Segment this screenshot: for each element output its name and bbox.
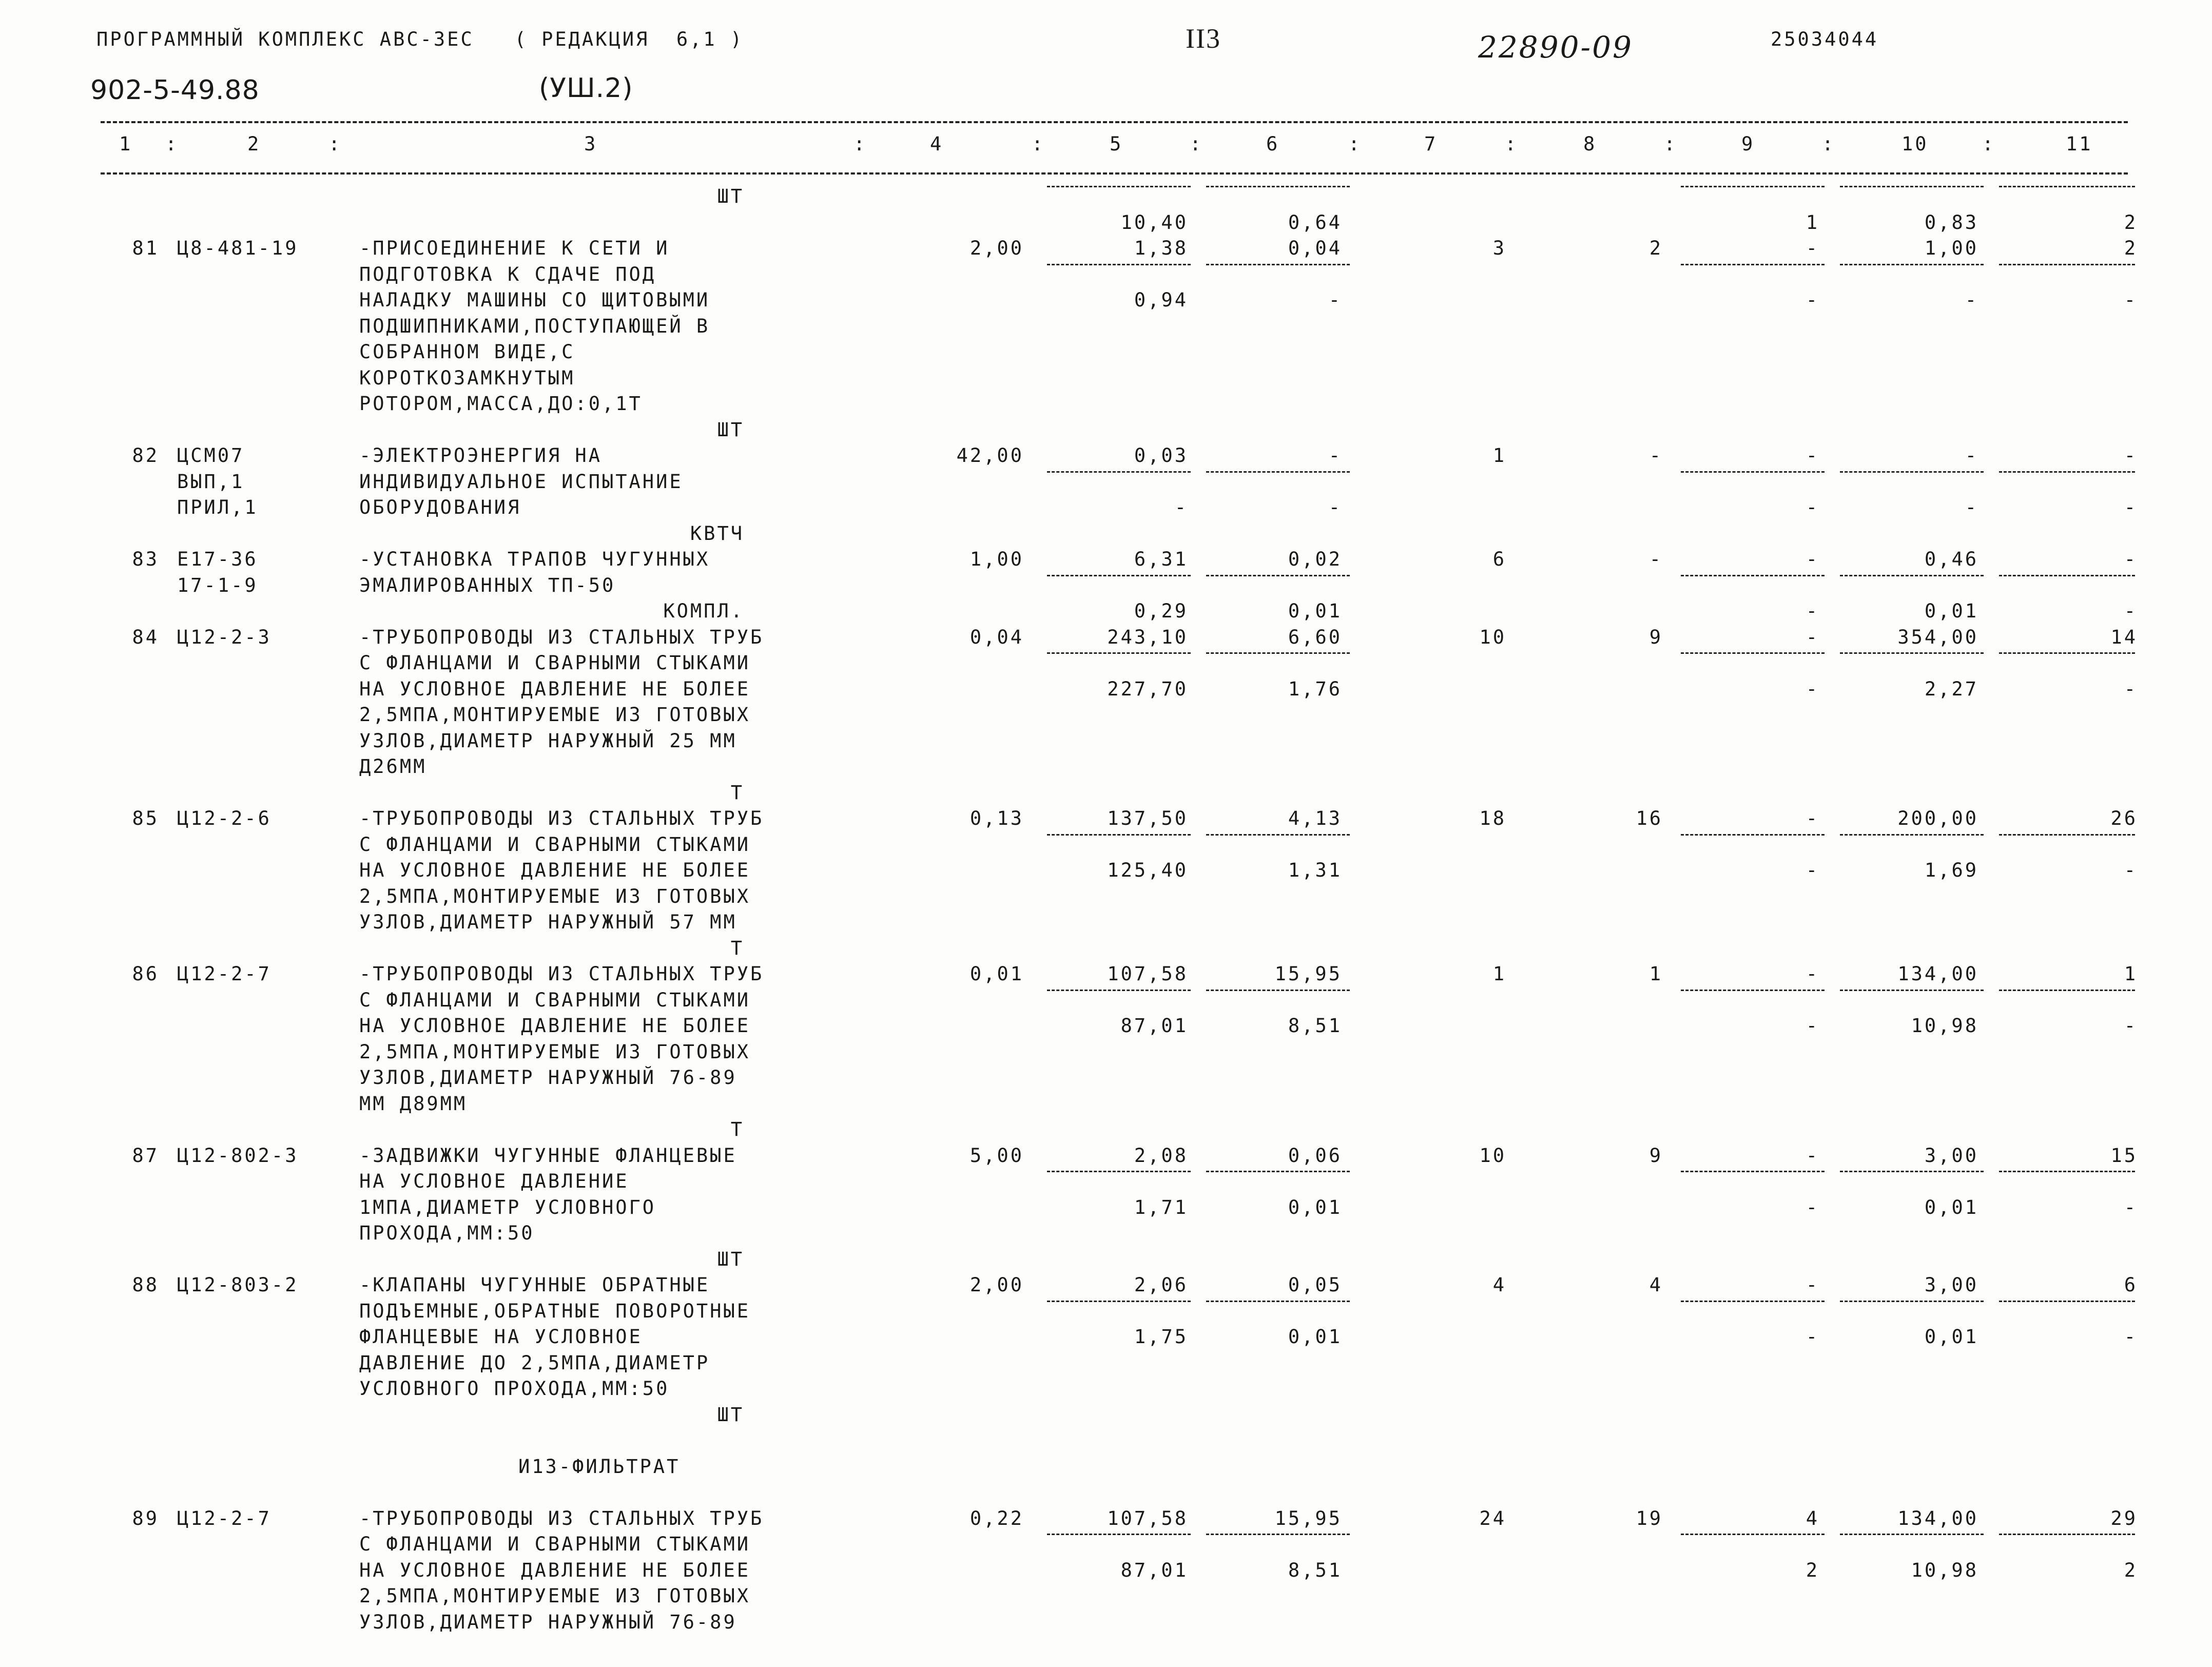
work-description: УЗЛОВ,ДИАМЕТР НАРУЖНЫЙ 76-89 bbox=[359, 1067, 737, 1089]
column-divider: : bbox=[1190, 133, 1204, 155]
unit-label: КОМПЛ. bbox=[663, 600, 744, 622]
work-description: КОРОТКОЗАМКНУТЫМ bbox=[359, 366, 575, 389]
cell-col-10: - bbox=[1965, 496, 1978, 518]
work-description: ФЛАНЦЕВЫЕ НА УСЛОВНОЕ bbox=[359, 1326, 643, 1348]
cell-col-4: 0,04 bbox=[969, 626, 1024, 648]
fraction-rule bbox=[1047, 264, 1191, 265]
cell-col-9: - bbox=[1806, 548, 1819, 570]
fraction-rule bbox=[1840, 990, 1984, 991]
cell-col-4: 2,00 bbox=[969, 1274, 1024, 1296]
cell-col-9: - bbox=[1806, 444, 1819, 467]
work-description: -ТРУБОПРОВОДЫ ИЗ СТАЛЬНЫХ ТРУБ bbox=[359, 1507, 764, 1529]
cell-col-9: 2 bbox=[1806, 1559, 1819, 1581]
cell-col-11: - bbox=[2124, 677, 2138, 700]
cell-col-10: 354,00 bbox=[1897, 626, 1978, 648]
work-description: ПОДЪЕМНЫЕ,ОБРАТНЫЕ ПОВОРОТНЫЕ bbox=[359, 1300, 751, 1322]
cell-col-10: 10,98 bbox=[1911, 1559, 1978, 1581]
header-bottom-rule bbox=[101, 172, 2128, 175]
cell-col-10: 134,00 bbox=[1897, 963, 1978, 985]
column-number-6: 6 bbox=[1266, 133, 1280, 155]
cell-col-11: 26 bbox=[2110, 807, 2138, 829]
item-number: 84 bbox=[132, 626, 159, 648]
item-number: 86 bbox=[132, 963, 159, 985]
fraction-rule bbox=[1206, 264, 1350, 265]
cell-col-5: 0,29 bbox=[1134, 600, 1188, 622]
unit-label: Т bbox=[730, 781, 744, 804]
fraction-rule bbox=[1999, 575, 2135, 576]
cell-col-11: - bbox=[2124, 859, 2138, 881]
cell-col-9: - bbox=[1806, 626, 1819, 648]
work-description: ИНДИВИДУАЛЬНОЕ ИСПЫТАНИЕ bbox=[359, 470, 683, 493]
cell-col-6: - bbox=[1328, 444, 1342, 467]
cell-col-6: 1,31 bbox=[1288, 859, 1342, 881]
fraction-rule bbox=[1999, 834, 2135, 836]
cell-col-11: 15 bbox=[2110, 1144, 2138, 1167]
fraction-rule bbox=[1999, 264, 2135, 265]
column-number-4: 4 bbox=[930, 133, 944, 155]
fraction-rule bbox=[1999, 186, 2135, 187]
work-description: НАЛАДКУ МАШИНЫ СО ЩИТОВЫМИ bbox=[359, 289, 710, 311]
rate-code: ВЫП,1 bbox=[177, 470, 245, 493]
cell-col-5: 6,31 bbox=[1134, 548, 1188, 570]
work-description: -ЭЛЕКТРОЭНЕРГИЯ НА bbox=[359, 444, 602, 467]
cell-col-7: 1 bbox=[1492, 444, 1506, 467]
work-description: УЗЛОВ,ДИАМЕТР НАРУЖНЫЙ 76-89 bbox=[359, 1611, 737, 1633]
fraction-rule bbox=[1206, 186, 1350, 187]
work-description: НА УСЛОВНОЕ ДАВЛЕНИЕ НЕ БОЛЕЕ bbox=[359, 1559, 751, 1581]
fraction-rule bbox=[1840, 1534, 1984, 1535]
cell-col-7: 3 bbox=[1492, 237, 1506, 259]
cell-col-11: 29 bbox=[2110, 1507, 2138, 1529]
section-code: (УШ.2) bbox=[539, 73, 633, 104]
fraction-rule bbox=[1681, 264, 1825, 265]
work-description: -ТРУБОПРОВОДЫ ИЗ СТАЛЬНЫХ ТРУБ bbox=[359, 807, 764, 829]
fraction-rule bbox=[1681, 471, 1825, 473]
fraction-rule bbox=[1047, 1301, 1191, 1302]
fraction-rule bbox=[1047, 1534, 1191, 1535]
cell-col-6: 15,95 bbox=[1274, 1507, 1342, 1529]
rate-code: ПРИЛ,1 bbox=[177, 496, 258, 518]
cell-col-4: 2,00 bbox=[969, 237, 1024, 259]
cell-col-10: 200,00 bbox=[1897, 807, 1978, 829]
column-number-10: 10 bbox=[1901, 133, 1929, 155]
cell-col-4: 1,00 bbox=[969, 548, 1024, 570]
cell-col-8: 16 bbox=[1636, 807, 1663, 829]
column-divider: : bbox=[1664, 133, 1678, 155]
cell-col-8: - bbox=[1649, 548, 1663, 570]
rate-code: 17-1-9 bbox=[177, 574, 258, 596]
work-description: ОБОРУДОВАНИЯ bbox=[359, 496, 521, 518]
cell-col-9: - bbox=[1806, 237, 1819, 259]
column-number-11: 11 bbox=[2066, 133, 2093, 155]
rate-code: ЦСМ07 bbox=[177, 444, 245, 467]
unit-label: ШТ bbox=[717, 418, 744, 441]
cell-col-9: - bbox=[1806, 677, 1819, 700]
cell-col-5: 87,01 bbox=[1120, 1015, 1188, 1037]
cell-col-7: 1 bbox=[1492, 963, 1506, 985]
rate-code: Е17-36 bbox=[177, 548, 258, 570]
fraction-rule bbox=[1681, 1534, 1825, 1535]
fraction-rule bbox=[1047, 990, 1191, 991]
column-divider: : bbox=[1348, 133, 1362, 155]
cell-col-6: 6,60 bbox=[1288, 626, 1342, 648]
item-number: 83 bbox=[132, 548, 159, 570]
unit-label: ШТ bbox=[717, 185, 744, 207]
work-description: 1МПА,ДИАМЕТР УСЛОВНОГО bbox=[359, 1196, 656, 1218]
unit-label: ШТ bbox=[717, 1403, 744, 1426]
cell-col-11: 14 bbox=[2110, 626, 2138, 648]
cell-col-7: 24 bbox=[1479, 1507, 1506, 1529]
column-divider: : bbox=[1822, 133, 1836, 155]
rate-code: Ц12-803-2 bbox=[177, 1274, 299, 1296]
fraction-rule bbox=[1840, 575, 1984, 576]
cell-col-11: - bbox=[2124, 1326, 2138, 1348]
item-number: 87 bbox=[132, 1144, 159, 1167]
work-description: С ФЛАНЦАМИ И СВАРНЫМИ СТЫКАМИ bbox=[359, 1533, 751, 1555]
cell-col-9: - bbox=[1806, 1196, 1819, 1218]
cell-col-9: - bbox=[1806, 1144, 1819, 1167]
cell-col-10: 0,46 bbox=[1924, 548, 1978, 570]
cell-col-5: - bbox=[1174, 496, 1188, 518]
cell-col-5: 137,50 bbox=[1107, 807, 1188, 829]
cell-col-5: 1,38 bbox=[1134, 237, 1188, 259]
cell-col-9: - bbox=[1806, 1274, 1819, 1296]
cell-col-6: - bbox=[1328, 289, 1342, 311]
cell-col-11: - bbox=[2124, 1196, 2138, 1218]
cell-col-9: - bbox=[1806, 289, 1819, 311]
cell-col-4: 42,00 bbox=[956, 444, 1024, 467]
page-number: II3 bbox=[1186, 23, 1221, 54]
column-divider: : bbox=[1032, 133, 1045, 155]
cell-col-6: 4,13 bbox=[1288, 807, 1342, 829]
fraction-rule bbox=[1047, 186, 1191, 187]
rate-code: Ц12-2-7 bbox=[177, 963, 271, 985]
rate-code: Ц12-2-7 bbox=[177, 1507, 271, 1529]
cell-col-10: 3,00 bbox=[1924, 1274, 1978, 1296]
fraction-rule bbox=[1840, 471, 1984, 473]
section-heading: И13-ФИЛЬТРАТ bbox=[518, 1455, 681, 1478]
cell-col-11: - bbox=[2124, 1015, 2138, 1037]
cell-col-7: 18 bbox=[1479, 807, 1506, 829]
fraction-rule bbox=[1999, 1534, 2135, 1535]
work-description: УЗЛОВ,ДИАМЕТР НАРУЖНЫЙ 25 ММ bbox=[359, 729, 737, 752]
rate-code: Ц12-802-3 bbox=[177, 1144, 299, 1167]
column-divider: : bbox=[165, 133, 179, 155]
cell-col-7: 10 bbox=[1479, 626, 1506, 648]
fraction-rule bbox=[1840, 652, 1984, 654]
cell-col-6: 8,51 bbox=[1288, 1559, 1342, 1581]
cell-col-11: 2 bbox=[2124, 237, 2138, 259]
column-number-1: 1 bbox=[119, 133, 133, 155]
cell-col-8: 1 bbox=[1649, 963, 1663, 985]
cell-col-11: 2 bbox=[2124, 1559, 2138, 1581]
fraction-rule bbox=[1206, 834, 1350, 836]
cell-col-5: 2,08 bbox=[1134, 1144, 1188, 1167]
work-description: -ПРИСОЕДИНЕНИЕ К СЕТИ И bbox=[359, 237, 670, 259]
work-description: НА УСЛОВНОЕ ДАВЛЕНИЕ НЕ БОЛЕЕ bbox=[359, 677, 751, 700]
fraction-rule bbox=[1206, 471, 1350, 473]
item-number: 82 bbox=[132, 444, 159, 467]
cell-col-10: 1,00 bbox=[1924, 237, 1978, 259]
cell-col-7: 4 bbox=[1492, 1274, 1506, 1296]
handwritten-number: 22890-09 bbox=[1478, 30, 1633, 65]
column-number-7: 7 bbox=[1424, 133, 1438, 155]
cell-col-9: - bbox=[1806, 859, 1819, 881]
cell-col-4: 0,13 bbox=[969, 807, 1024, 829]
column-number-8: 8 bbox=[1583, 133, 1597, 155]
cell-col-5: 0,03 bbox=[1134, 444, 1188, 467]
column-divider: : bbox=[328, 133, 342, 155]
column-divider: : bbox=[853, 133, 867, 155]
cell-col-5: 125,40 bbox=[1107, 859, 1188, 881]
item-number: 89 bbox=[132, 1507, 159, 1529]
cell-col-5: 227,70 bbox=[1107, 677, 1188, 700]
cell-col-9: - bbox=[1806, 807, 1819, 829]
work-description: НА УСЛОВНОЕ ДАВЛЕНИЕ НЕ БОЛЕЕ bbox=[359, 1015, 751, 1037]
cell-col-5: 0,94 bbox=[1134, 289, 1188, 311]
fraction-rule bbox=[1047, 652, 1191, 654]
cell-col-8: 9 bbox=[1649, 1144, 1663, 1167]
fraction-rule bbox=[1047, 575, 1191, 576]
cell-col-8: 9 bbox=[1649, 626, 1663, 648]
fraction-rule bbox=[1840, 264, 1984, 265]
cell-col-6: - bbox=[1328, 496, 1342, 518]
cell-col-6: 0,01 bbox=[1288, 1326, 1342, 1348]
unit-label: Т bbox=[730, 1118, 744, 1140]
work-description: -ЗАДВИЖКИ ЧУГУННЫЕ ФЛАНЦЕВЫЕ bbox=[359, 1144, 737, 1167]
column-number-5: 5 bbox=[1110, 133, 1123, 155]
cell-col-4: 5,00 bbox=[969, 1144, 1024, 1167]
cell-col-6: 15,95 bbox=[1274, 963, 1342, 985]
fraction-rule bbox=[1999, 1301, 2135, 1302]
work-description: 2,5МПА,МОНТИРУЕМЫЕ ИЗ ГОТОВЫХ bbox=[359, 1585, 751, 1607]
doc-code: 25034044 bbox=[1771, 28, 1879, 50]
fraction-rule bbox=[1206, 1171, 1350, 1172]
unit-label: КВТЧ bbox=[690, 522, 744, 545]
work-description: -ТРУБОПРОВОДЫ ИЗ СТАЛЬНЫХ ТРУБ bbox=[359, 626, 764, 648]
fraction-rule bbox=[1206, 990, 1350, 991]
cell-col-7: 10 bbox=[1479, 1144, 1506, 1167]
cell-col-6: 8,51 bbox=[1288, 1015, 1342, 1037]
fraction-rule bbox=[1681, 186, 1825, 187]
cell-col-5: 107,58 bbox=[1107, 963, 1188, 985]
cell-col-5: 2,06 bbox=[1134, 1274, 1188, 1296]
cell-col-11: - bbox=[2124, 289, 2138, 311]
fraction-rule bbox=[1999, 652, 2135, 654]
work-description: ПРОХОДА,ММ:50 bbox=[359, 1222, 535, 1244]
work-description: НА УСЛОВНОЕ ДАВЛЕНИЕ НЕ БОЛЕЕ bbox=[359, 859, 751, 881]
cell-col-9: 1 bbox=[1806, 211, 1819, 234]
fraction-rule bbox=[1047, 834, 1191, 836]
work-description: ЭМАЛИРОВАННЫХ ТП-50 bbox=[359, 574, 616, 596]
cell-col-5: 10,40 bbox=[1120, 211, 1188, 234]
column-divider: : bbox=[1982, 133, 1996, 155]
work-description: СОБРАННОМ ВИДЕ,С bbox=[359, 341, 575, 363]
work-description: РОТОРОМ,МАССА,ДО:0,1Т bbox=[359, 393, 643, 415]
cell-col-8: 2 bbox=[1649, 237, 1663, 259]
fraction-rule bbox=[1681, 1301, 1825, 1302]
fraction-rule bbox=[1047, 471, 1191, 473]
work-description: НА УСЛОВНОЕ ДАВЛЕНИЕ bbox=[359, 1170, 629, 1192]
cell-col-11: - bbox=[2124, 444, 2138, 467]
cell-col-5: 87,01 bbox=[1120, 1559, 1188, 1581]
work-description: ДАВЛЕНИЕ ДО 2,5МПА,ДИАМЕТР bbox=[359, 1351, 710, 1374]
fraction-rule bbox=[1840, 186, 1984, 187]
fraction-rule bbox=[1681, 990, 1825, 991]
fraction-rule bbox=[1681, 652, 1825, 654]
program-title: ПРОГРАММНЫЙ КОМПЛЕКС АВС-3ЕС ( РЕДАКЦИЯ 6,1 ) bbox=[96, 28, 744, 50]
cell-col-5: 1,71 bbox=[1134, 1196, 1188, 1218]
cell-col-10: 0,01 bbox=[1924, 1326, 1978, 1348]
cell-col-9: 4 bbox=[1806, 1507, 1819, 1529]
cell-col-6: 0,04 bbox=[1288, 237, 1342, 259]
fraction-rule bbox=[1047, 1171, 1191, 1172]
cell-col-11: 6 bbox=[2124, 1274, 2138, 1296]
cell-col-9: - bbox=[1806, 1326, 1819, 1348]
cell-col-4: 0,22 bbox=[969, 1507, 1024, 1529]
work-description: ПОДШИПНИКАМИ,ПОСТУПАЮЩЕЙ В bbox=[359, 315, 710, 337]
work-description: 2,5МПА,МОНТИРУЕМЫЕ ИЗ ГОТОВЫХ bbox=[359, 1040, 751, 1063]
work-description: -ТРУБОПРОВОДЫ ИЗ СТАЛЬНЫХ ТРУБ bbox=[359, 963, 764, 985]
fraction-rule bbox=[1206, 1534, 1350, 1535]
fraction-rule bbox=[1206, 652, 1350, 654]
column-divider: : bbox=[1505, 133, 1519, 155]
column-number-3: 3 bbox=[584, 133, 598, 155]
cell-col-10: 0,01 bbox=[1924, 1196, 1978, 1218]
cell-col-11: - bbox=[2124, 600, 2138, 622]
cell-col-6: 0,06 bbox=[1288, 1144, 1342, 1167]
work-description: 2,5МПА,МОНТИРУЕМЫЕ ИЗ ГОТОВЫХ bbox=[359, 885, 751, 907]
cell-col-10: 10,98 bbox=[1911, 1015, 1978, 1037]
cell-col-8: - bbox=[1649, 444, 1663, 467]
cell-col-5: 107,58 bbox=[1107, 1507, 1188, 1529]
cell-col-8: 4 bbox=[1649, 1274, 1663, 1296]
fraction-rule bbox=[1999, 471, 2135, 473]
item-number: 88 bbox=[132, 1274, 159, 1296]
rate-code: Ц8-481-19 bbox=[177, 237, 299, 259]
work-description: УСЛОВНОГО ПРОХОДА,ММ:50 bbox=[359, 1378, 670, 1400]
cell-col-9: - bbox=[1806, 1015, 1819, 1037]
cell-col-9: - bbox=[1806, 963, 1819, 985]
work-description: ММ Д89ММ bbox=[359, 1092, 468, 1115]
cell-col-7: 6 bbox=[1492, 548, 1506, 570]
rate-code: Ц12-2-6 bbox=[177, 807, 271, 829]
cell-col-11: - bbox=[2124, 496, 2138, 518]
work-description: С ФЛАНЦАМИ И СВАРНЫМИ СТЫКАМИ bbox=[359, 833, 751, 856]
cell-col-10: - bbox=[1965, 444, 1978, 467]
unit-label: ШТ bbox=[717, 1248, 744, 1270]
work-description: УЗЛОВ,ДИАМЕТР НАРУЖНЫЙ 57 ММ bbox=[359, 911, 737, 933]
cell-col-6: 0,05 bbox=[1288, 1274, 1342, 1296]
header-top-rule bbox=[101, 121, 2128, 123]
fraction-rule bbox=[1999, 1171, 2135, 1172]
fraction-rule bbox=[1681, 1171, 1825, 1172]
cell-col-8: 19 bbox=[1636, 1507, 1663, 1529]
item-number: 85 bbox=[132, 807, 159, 829]
column-number-2: 2 bbox=[247, 133, 261, 155]
fraction-rule bbox=[1681, 575, 1825, 576]
cell-col-5: 1,75 bbox=[1134, 1326, 1188, 1348]
work-description: Д26ММ bbox=[359, 755, 427, 778]
cell-col-9: - bbox=[1806, 496, 1819, 518]
fraction-rule bbox=[1206, 575, 1350, 576]
work-description: С ФЛАНЦАМИ И СВАРНЫМИ СТЫКАМИ bbox=[359, 988, 751, 1011]
work-description: ПОДГОТОВКА К СДАЧЕ ПОД bbox=[359, 263, 656, 285]
work-description: С ФЛАНЦАМИ И СВАРНЫМИ СТЫКАМИ bbox=[359, 652, 751, 674]
work-description: -КЛАПАНЫ ЧУГУННЫЕ ОБРАТНЫЕ bbox=[359, 1274, 710, 1296]
project-code: 902-5-49.88 bbox=[90, 75, 260, 106]
cell-col-4: 0,01 bbox=[969, 963, 1024, 985]
fraction-rule bbox=[1206, 1301, 1350, 1302]
work-description: -УСТАНОВКА ТРАПОВ ЧУГУННЫХ bbox=[359, 548, 710, 570]
work-description: 2,5МПА,МОНТИРУЕМЫЕ ИЗ ГОТОВЫХ bbox=[359, 704, 751, 726]
cell-col-10: - bbox=[1965, 289, 1978, 311]
unit-label: Т bbox=[730, 937, 744, 959]
cell-col-9: - bbox=[1806, 600, 1819, 622]
fraction-rule bbox=[1840, 834, 1984, 836]
fraction-rule bbox=[1840, 1301, 1984, 1302]
cell-col-11: 1 bbox=[2124, 963, 2138, 985]
cell-col-6: 0,02 bbox=[1288, 548, 1342, 570]
fraction-rule bbox=[1681, 834, 1825, 836]
cell-col-6: 0,64 bbox=[1288, 211, 1342, 234]
cell-col-6: 1,76 bbox=[1288, 677, 1342, 700]
cell-col-11: - bbox=[2124, 548, 2138, 570]
cell-col-10: 1,69 bbox=[1924, 859, 1978, 881]
cell-col-10: 0,83 bbox=[1924, 211, 1978, 234]
rate-code: Ц12-2-3 bbox=[177, 626, 271, 648]
fraction-rule bbox=[1999, 990, 2135, 991]
cell-col-6: 0,01 bbox=[1288, 1196, 1342, 1218]
fraction-rule bbox=[1840, 1171, 1984, 1172]
item-number: 81 bbox=[132, 237, 159, 259]
cell-col-6: 0,01 bbox=[1288, 600, 1342, 622]
cell-col-5: 243,10 bbox=[1107, 626, 1188, 648]
cell-col-10: 134,00 bbox=[1897, 1507, 1978, 1529]
cell-col-10: 3,00 bbox=[1924, 1144, 1978, 1167]
cell-col-10: 0,01 bbox=[1924, 600, 1978, 622]
cell-col-11: 2 bbox=[2124, 211, 2138, 234]
cell-col-10: 2,27 bbox=[1924, 677, 1978, 700]
column-number-9: 9 bbox=[1741, 133, 1755, 155]
